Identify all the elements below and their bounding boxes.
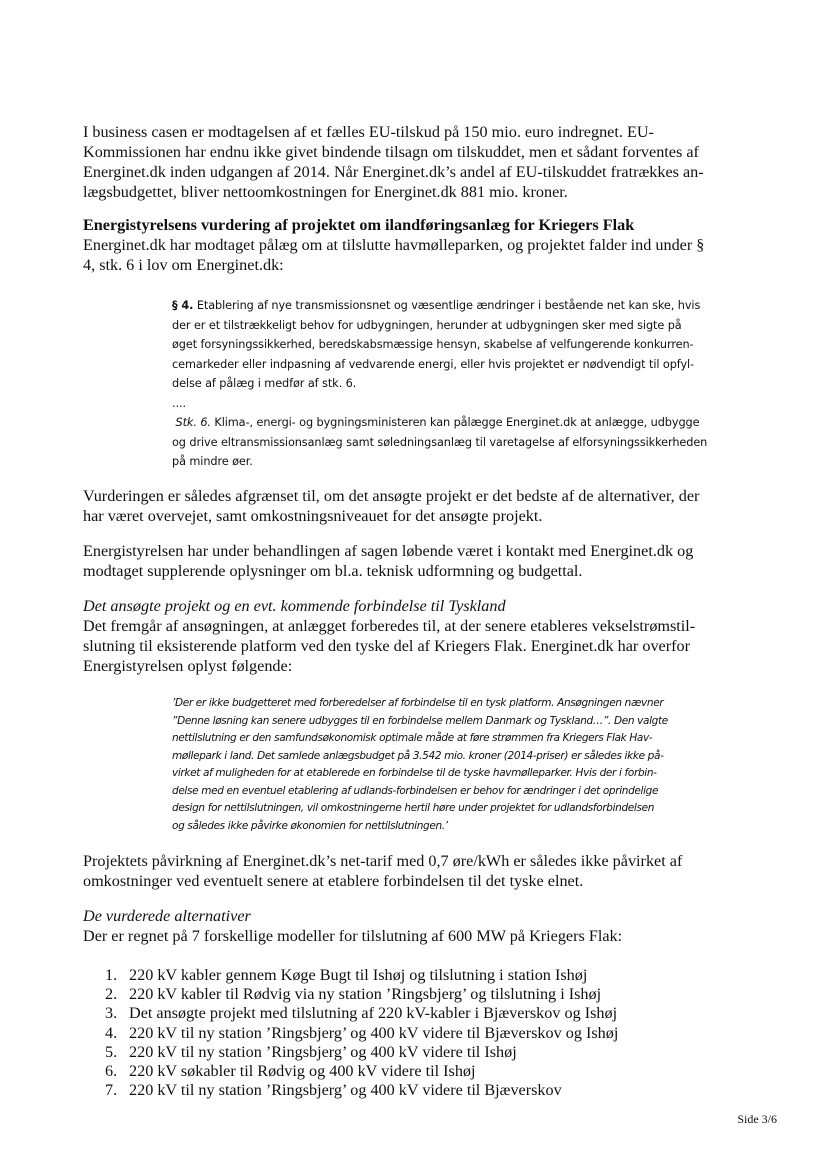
paragraph-eu-grant: [83, 122, 704, 202]
paragraph-models: [83, 926, 622, 946]
section-label: § 4.: [172, 299, 194, 312]
text-line: delse med en eventuel etablering af udlands-forbindelsen er behov for ændringer i det oprindelige: [172, 784, 659, 797]
law-quote: [172, 296, 707, 472]
list-text: 220 kV til ny station ’Ringsbjerg’ og 400 kV videre til Bjæverskov: [129, 1081, 562, 1100]
list-text: Det ansøgte projekt med tilslutning af 220 kV-kabler i Bjæverskov og Ishøj: [129, 1004, 618, 1023]
paragraph-tariff: [83, 851, 682, 891]
law-line: og drive eltransmissionsanlæg samt søledningsanlæg til varetagelse af elforsyningssikkerheden: [172, 435, 708, 449]
list-number: 2.: [105, 985, 118, 1004]
law-line: Etablering af nye transmissionsnet og væsentlige ændringer i bestående net kan ske, hvis: [193, 299, 701, 312]
text-line: omkostninger ved eventuelt senere at etablere forbindelsen til det tyske elnet.: [83, 872, 584, 890]
heading-text: Energistyrelsens vurdering af projektet om ilandføringsanlæg for Kriegers Flak: [83, 216, 635, 234]
page-number: Side 3/6: [737, 1112, 777, 1126]
text-line: 4, stk. 6 i lov om Energinet.dk:: [83, 256, 284, 274]
heading-text: De vurderede alternativer: [83, 907, 251, 925]
list-number: 5.: [105, 1042, 118, 1061]
text-line: Energistyrelsen har under behandlingen af sagen løbende været i kontakt med Energinet.dk og: [83, 542, 694, 560]
list-number: 6.: [105, 1062, 118, 1081]
list-number: 1.: [105, 966, 118, 984]
text-line: Energistyrelsen oplyst følgende:: [83, 657, 293, 675]
text-line: nettilslutning er den samfundsøkonomisk optimale måde at føre strømmen fra Kriegers Flak Hav-: [172, 732, 653, 744]
paragraph-contact: [83, 541, 693, 581]
list-text: 220 kV søkabler til Rødvig og 400 kV videre til Ishøj: [129, 1062, 476, 1081]
list-item: [105, 1062, 618, 1081]
text-line: og således ikke påvirke økonomien for nettilslutningen.’: [172, 819, 448, 832]
text-line: ”Denne løsning kan senere udbygges til en forbindelse mellem Danmark og Tyskland…”. Den valgte: [172, 714, 668, 727]
text-line: lægsbudgettet, bliver nettoomkostningen for Energinet.dk 881 mio. kroner.: [83, 183, 568, 201]
list-item: [105, 1024, 618, 1043]
ellipsis: ....: [172, 396, 186, 410]
paragraph-preparation: [83, 616, 695, 676]
list-text: 220 kV til ny station ’Ringsbjerg’ og 400 kV videre til Ishøj: [129, 1042, 517, 1061]
list-number: 7.: [105, 1081, 118, 1100]
list-item: [105, 966, 618, 985]
section-heading-assessment: [83, 215, 634, 235]
text-line: har været overvejet, samt omkostningsniveauet for det ansøgte projekt.: [83, 507, 543, 525]
list-item: [105, 1004, 618, 1023]
text-line: Projektets påvirkning af Energinet.dk’s net-tarif med 0,7 øre/kWh er således ikke påvirket af: [83, 852, 683, 870]
text-line: Vurderingen er således afgrænset til, om det ansøgte projekt er det bedste af de alternativer, der: [83, 487, 700, 505]
text-line: Energinet.dk har modtaget pålæg om at tilslutte havmølleparken, og projektet falder ind under §: [83, 236, 705, 254]
text-line: design for nettilslutningen, vil omkostningerne hertil høre under projektet for udlandsforbindelsen: [172, 802, 655, 814]
law-line: der er et tilstrækkeligt behov for udbygningen, herunder at udbygningen sker med sigte på: [172, 318, 682, 332]
text-line: Det fremgår af ansøgningen, at anlægget forberedes til, at der senere etableres vekselstrømstil-: [83, 617, 696, 635]
text-line: ’Der er ikke budgetteret med forberedelser af forbindelse til en tysk platform. Ansøgningen nævner: [172, 697, 664, 709]
law-line: cemarkeder eller indpasning af vedvarende energi, eller hvis projektet er nødvendigt til opfyl-: [172, 357, 695, 371]
list-text: 220 kV kabler gennem Køge Bugt til Ishøj og tilslutning i station Ishøj: [129, 966, 588, 984]
list-text: 220 kV kabler til Rødvig via ny station ’Ringsbjerg’ og tilslutning i Ishøj: [129, 985, 602, 1004]
text-line: Der er regnet på 7 forskellige modeller for tilslutning af 600 MW på Kriegers Flak:: [83, 927, 623, 945]
alternatives-list: [105, 966, 618, 1100]
text-line: Energinet.dk inden udgangen af 2014. Når Energinet.dk’s andel af EU-tilskuddet fratrækkes an-: [83, 163, 704, 181]
stk-label: Stk. 6.: [175, 416, 211, 429]
paragraph-mandate: [83, 235, 704, 275]
text-line: møllepark i land. Det samlede anlægsbudget på 3.542 mio. kroner (2014-priser) er således ikke på-: [172, 749, 664, 762]
text-line: virket af muligheden for at etablerede en forbindelse til de tyske havmølleparker. Hvis der i forbin-: [172, 767, 657, 779]
text-line: slutning til eksisterende platform ved den tyske del af Kriegers Flak. Energinet.dk har overfor: [83, 637, 691, 655]
paragraph-scope: [83, 486, 699, 526]
text-line: Kommissionen har endnu ikke givet bindende tilsagn om tilskuddet, men et sådant forventes af: [83, 143, 699, 161]
list-number: 3.: [105, 1004, 118, 1023]
energinet-quote: [172, 695, 668, 835]
list-number: 4.: [105, 1023, 118, 1042]
list-item: [105, 985, 618, 1004]
law-line: øget forsyningssikkerhed, beredskabsmæssige hensyn, skabelse af velfungerende konkurren-: [172, 338, 694, 351]
heading-text: Det ansøgte projekt og en evt. kommende forbindelse til Tyskland: [83, 597, 506, 615]
list-text: 220 kV til ny station ’Ringsbjerg’ og 400 kV videre til Bjæverskov og Ishøj: [129, 1023, 619, 1042]
law-line: Klima-, energi- og bygningsministeren kan pålægge Energinet.dk at anlægge, udbygge: [210, 416, 700, 429]
law-line: delse af pålæg i medfør af stk. 6.: [172, 377, 357, 390]
section-heading-germany: [83, 596, 506, 616]
text-line: I business casen er modtagelsen af et fælles EU-tilskud på 150 mio. euro indregnet. EU-: [83, 123, 654, 141]
section-heading-alternatives: [83, 906, 251, 926]
text-line: modtaget supplerende oplysninger om bl.a. teknisk udformning og budgettal.: [83, 562, 583, 580]
list-item: [105, 1043, 618, 1062]
law-line: på mindre øer.: [172, 455, 253, 468]
list-item: [105, 1081, 618, 1100]
